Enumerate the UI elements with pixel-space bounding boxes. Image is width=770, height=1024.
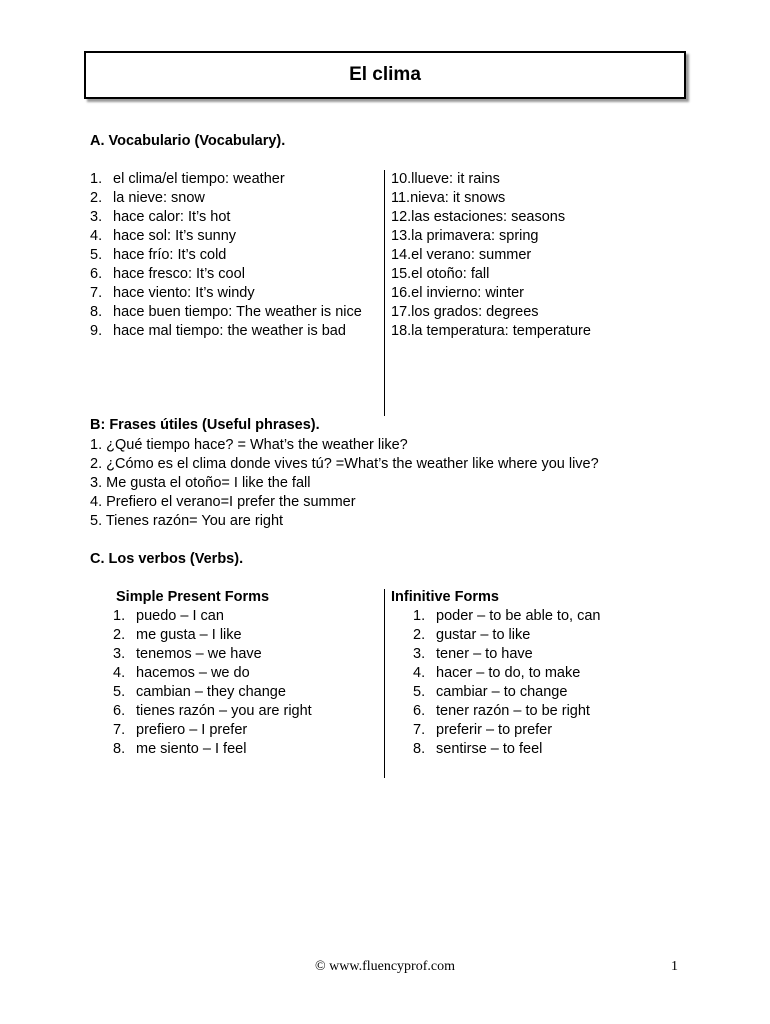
- list-item: 3. tener – to have: [413, 646, 533, 662]
- vocab-list-left: [90, 170, 375, 341]
- list-item: 1. puedo – I can: [113, 608, 224, 624]
- list-item: 1. ¿Qué tiempo hace? = What’s the weather like?: [90, 437, 408, 453]
- list-item: 5. cambiar – to change: [413, 684, 568, 700]
- list-item: 7. preferir – to prefer: [413, 722, 553, 738]
- list-item: 15. el otoño: fall: [391, 266, 490, 282]
- list-item: 6. hace fresco: It’s cool: [90, 266, 245, 282]
- list-item: 4. Prefiero el verano=I prefer the summer: [90, 494, 356, 510]
- section-c-heading: C. Los verbos (Verbs).: [90, 551, 244, 567]
- list-item: 8. sentirse – to feel: [413, 741, 543, 757]
- section-a-heading: A. Vocabulario (Vocabulary).: [90, 133, 286, 149]
- list-item: 4. hace sol: It’s sunny: [90, 228, 237, 244]
- list-item: 5. cambian – they change: [113, 684, 286, 700]
- list-item: 14. el verano: summer: [391, 247, 532, 263]
- list-item: 8. hace buen tiempo: The weather is nice: [90, 304, 362, 320]
- list-item: 3. Me gusta el otoño= I like the fall: [90, 475, 311, 491]
- footer-copyright: © www.fluencyprof.com: [315, 959, 455, 974]
- verbs-list-infinitive: [413, 607, 693, 759]
- list-item: 1. poder – to be able to, can: [413, 608, 601, 624]
- list-item: 6. tienes razón – you are right: [113, 703, 312, 719]
- list-item: 2. ¿Cómo es el clima donde vives tú? =What’s the weather like where you live?: [90, 456, 599, 472]
- section-b-heading: B: Frases útiles (Useful phrases).: [90, 417, 320, 433]
- page-number: 1: [671, 959, 678, 974]
- list-item: 5. Tienes razón= You are right: [90, 513, 284, 529]
- list-item: 9. hace mal tiempo: the weather is bad: [90, 323, 346, 339]
- list-item: 17. los grados: degrees: [391, 304, 539, 320]
- simple-present-heading: Simple Present Forms: [116, 589, 270, 605]
- list-item: 13. la primavera: spring: [391, 228, 539, 244]
- list-item: 2. me gusta – I like: [113, 627, 242, 643]
- list-item: 10. llueve: it rains: [391, 171, 500, 187]
- verbs-list-present: [113, 607, 373, 759]
- list-item: 3. hace calor: It’s hot: [90, 209, 231, 225]
- list-item: 6. tener razón – to be right: [413, 703, 590, 719]
- list-item: 11. nieva: it snows: [391, 190, 506, 206]
- verbs-column-divider: [384, 589, 385, 778]
- list-item: 16. el invierno: winter: [391, 285, 524, 301]
- list-item: 8. me siento – I feel: [113, 741, 247, 757]
- vocab-list-right: [391, 170, 671, 341]
- list-item: 3. tenemos – we have: [113, 646, 262, 662]
- title-box: [84, 51, 686, 99]
- list-item: 7. hace viento: It’s windy: [90, 285, 255, 301]
- list-item: 2. la nieve: snow: [90, 190, 205, 206]
- list-item: 5. hace frío: It’s cold: [90, 247, 227, 263]
- list-item: 2. gustar – to like: [413, 627, 531, 643]
- vocab-column-divider: [384, 170, 385, 416]
- list-item: 1. el clima/el tiempo: weather: [90, 171, 285, 187]
- phrases-list: [90, 436, 760, 531]
- list-item: 4. hacemos – we do: [113, 665, 250, 681]
- page-title: El clima: [349, 64, 421, 85]
- list-item: 18. la temperatura: temperature: [391, 323, 591, 339]
- list-item: 7. prefiero – I prefer: [113, 722, 248, 738]
- list-item: 4. hacer – to do, to make: [413, 665, 581, 681]
- list-item: 12. las estaciones: seasons: [391, 209, 566, 225]
- infinitive-heading: Infinitive Forms: [391, 589, 499, 605]
